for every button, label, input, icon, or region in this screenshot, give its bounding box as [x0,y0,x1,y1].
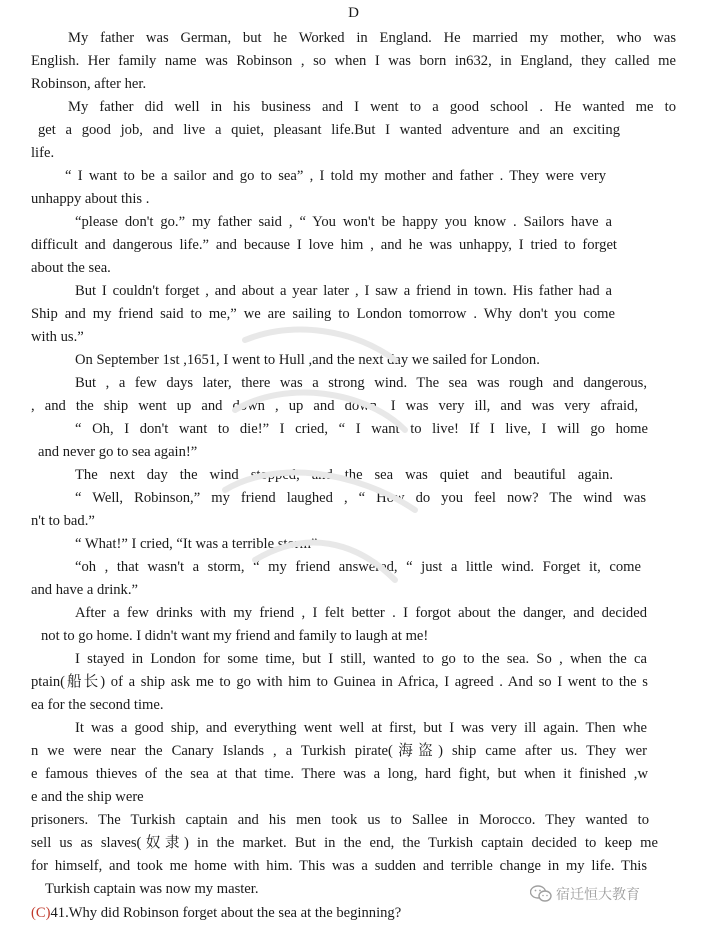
section-heading: D [348,5,359,21]
passage-line: I stayed in London for some time, but I still, wanted to go to the sea. So , when the ca [75,651,647,667]
passage-line: and never go to sea again!” [38,444,198,460]
watermark-text: 宿迁恒大教育 [556,887,640,903]
passage-line: On September 1st ,1651, I went to Hull ,and the next day we sailed for London. [75,352,540,368]
passage-line: The next day the wind stopped, and the sea was quiet and beautiful again. [75,467,613,483]
passage-line: n't to bad.” [31,513,95,529]
passage-line: “ Oh, I don't want to die!” I cried, “ I want to live! If I live, I will go home [75,421,648,437]
passage-line: English. Her family name was Robinson , so when I was born in632, in England, they called me [31,53,676,69]
passage-line: with us.” [31,329,84,345]
faint-stamp-graphic [205,300,435,600]
passage-line: “ What!” I cried, “It was a terrible storm” [75,536,318,552]
passage-line: My father was German, but he Worked in England. He married my mother, who was [68,30,676,46]
passage-line: “please don't go.” my father said , “ You won't be happy you know . Sailors have a [75,214,612,230]
passage-line: “ Well, Robinson,” my friend laughed , “ How do you feel now? The wind was [75,490,646,506]
passage-line: “oh , that wasn't a storm, “ my friend answered, “ just a little wind. Forget it, come [75,559,641,575]
passage-line: It was a good ship, and everything went well at first, but I was very ill again. Then whe [75,720,647,736]
passage-line: Ship and my friend said to me,” we are sailing to London tomorrow . Why don't you come [31,306,615,322]
passage-line: After a few drinks with my friend , I felt better . I forgot about the danger, and decided [75,605,647,621]
watermark [530,884,640,904]
passage-line: and have a drink.” [31,582,138,598]
passage-line: difficult and dangerous life.” and because I love him , and he was unhappy, I tried to forget [31,237,617,253]
passage-line: , and the ship went up and down , up and down. I was very ill, and was very afraid, [31,398,638,414]
passage-line: e and the ship were [31,789,144,805]
passage-line: prisoners. The Turkish captain and his men took us to Sallee in Morocco. They wanted to [31,812,649,828]
passage-line: My father did well in his business and I went to a good school . He wanted me to [68,99,676,115]
passage-line: for himself, and took me home with him. This was a sudden and terrible change in my life. This [31,858,647,874]
passage-line: unhappy about this . [31,191,150,207]
wechat-icon [530,885,552,903]
answer-choice: (C) [31,905,51,921]
passage-line: Turkish captain was now my master. [45,881,259,897]
passage-line: “ I want to be a sailor and go to sea” , I told my mother and father . They were very [65,168,606,184]
passage-line-with-date [75,351,626,369]
question-text: 41.Why did Robinson forget about the sea at the beginning? [50,905,402,921]
passage-line: not to go home. I didn't want my friend and family to laugh at me! [41,628,429,644]
passage-line: life. [31,145,55,161]
passage-line: ptain(船长) of a ship ask me to go with him to Guinea in Africa, I agreed . And so I went to the s [31,674,648,690]
question-41 [31,904,401,922]
passage-line: get a good job, and live a quiet, pleasant life.But I wanted adventure and an exciting [38,122,620,138]
passage-line: But , a few days later, there was a strong wind. The sea was rough and dangerous, [75,375,647,391]
passage-line: Robinson, after her. [31,76,147,92]
passage-line: But I couldn't forget , and about a year later , I saw a friend in town. His father had a [75,283,612,299]
passage-line: ea for the second time. [31,697,164,713]
passage-line: e famous thieves of the sea at that time. There was a long, hard fight, but when it finished ,w [31,766,648,782]
passage-line: n we were near the Canary Islands , a Turkish pirate(海盗) ship came after us. They wer [31,743,647,759]
passage-line: about the sea. [31,260,111,276]
passage-line: sell us as slaves(奴隶) in the market. But in the end, the Turkish captain decided to keep me [31,835,658,851]
